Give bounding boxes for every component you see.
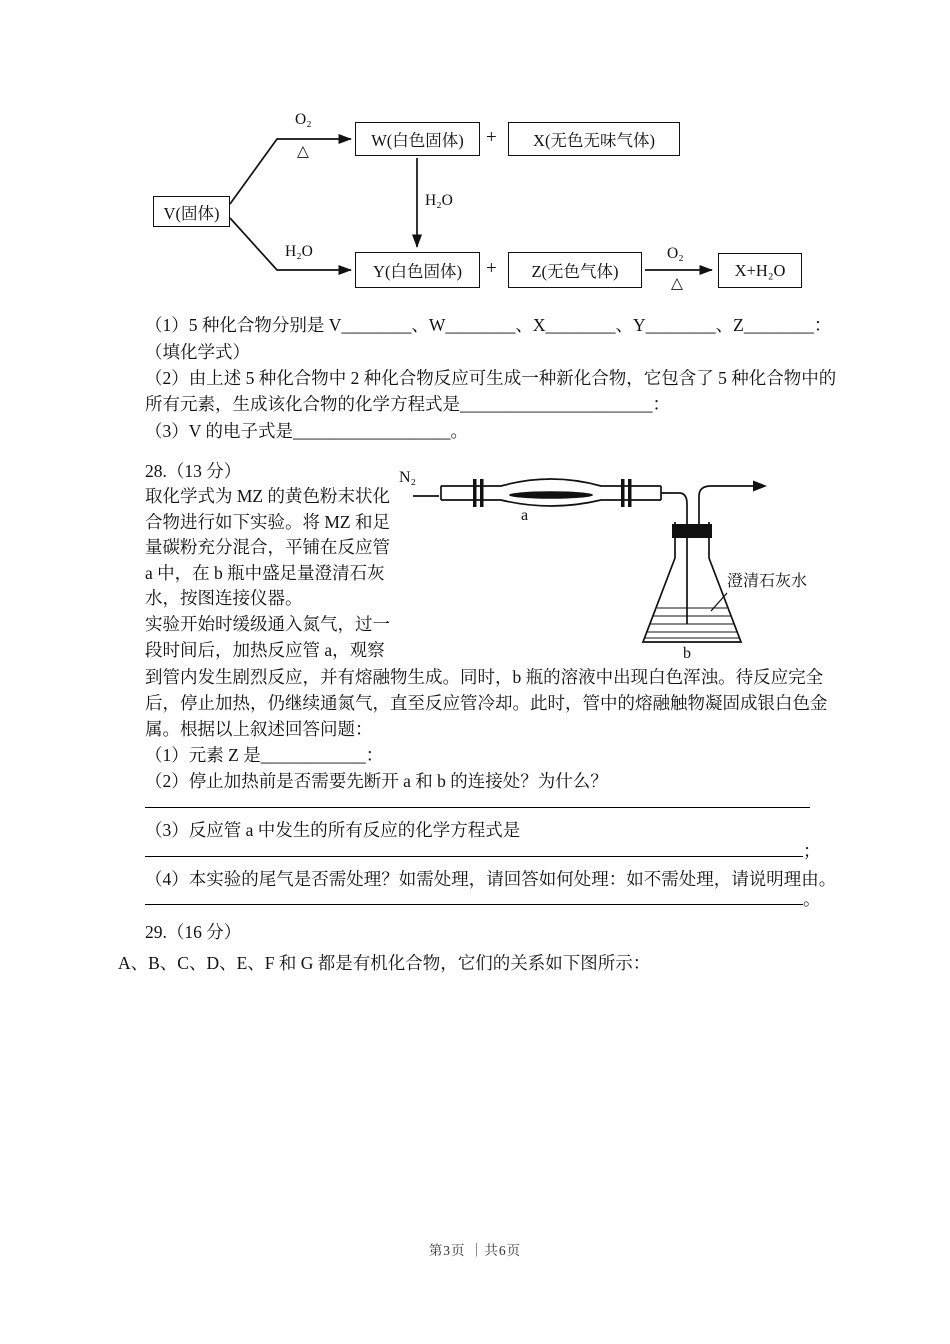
- label-delta-top: △: [297, 143, 309, 160]
- q29-title: 29.（16 分）: [145, 922, 242, 942]
- answer-line-q2: [145, 789, 810, 808]
- q28-left-line: 量碳粉充分混合，平铺在反应管: [145, 537, 390, 558]
- answer-line-q3-tail: ；: [803, 841, 821, 861]
- q28-left-line: a 中，在 b 瓶中盛足量澄清石灰: [145, 562, 385, 583]
- q28-left-line: 水，按图连接仪器。: [145, 588, 303, 609]
- page-footer: 第3页 ｜共6页: [428, 1243, 522, 1258]
- flowchart-box-y: Y(白色固体): [355, 252, 480, 288]
- flowchart-box-z: Z(无色气体): [508, 252, 642, 288]
- label-flask-b: b: [683, 645, 691, 662]
- label-o2-right: O₂: [667, 245, 684, 262]
- flowchart-box-v: V(固体): [153, 196, 230, 227]
- q28-body-line: 属。根据以上叙述回答问题：: [145, 719, 373, 739]
- label-n2: N₂: [399, 469, 417, 486]
- q27-part1-note: （填化学式）: [145, 342, 250, 362]
- q27-part1: （1）5 种化合物分别是 V________、W________、X________、Y________、Z________：: [145, 315, 832, 335]
- q28-left-column: [145, 484, 390, 663]
- q28-sub3: （3）反应管 a 中发生的所有反应的化学方程式是: [145, 820, 521, 840]
- flowchart: [145, 103, 835, 308]
- q27-part3: （3）V 的电子式是__________________。: [145, 421, 468, 441]
- label-tube-a: a: [521, 507, 529, 524]
- flowchart-box-w: W(白色固体): [355, 122, 480, 156]
- q28-title: 28.（13 分）: [145, 461, 242, 481]
- q28-left-line: 取化学式为 MZ 的黄色粉末状化: [145, 486, 390, 506]
- blank-rule: [145, 886, 803, 905]
- q29-intro: A、B、C、D、E、F 和 G 都是有机化合物，它们的关系如下图所示：: [118, 953, 651, 973]
- plus-sign-top: +: [486, 127, 497, 148]
- answer-line-q4: [145, 886, 821, 912]
- q28-left-line: 实验开始时缓级通入氮气，过一: [145, 613, 390, 634]
- label-limewater: 澄清石灰水: [727, 573, 808, 590]
- q28-left-line: 合物进行如下实验。将 MZ 和足: [145, 511, 390, 532]
- q28-sub4: （4）本实验的尾气是否需处理？如需处理，请回答如何处理：如不需处理，请说明理由。: [145, 869, 837, 889]
- q28-left-line: 段时间后，加热反应管 a，观察: [145, 639, 385, 660]
- blank-rule: [145, 789, 810, 808]
- apparatus-diagram: [393, 466, 863, 676]
- plus-sign-bottom: +: [486, 258, 497, 279]
- q28-body-line: 后，停止加热，仍继续通氮气，直至反应管冷却。此时，管中的熔融触物凝固成银白色金: [145, 693, 828, 713]
- apparatus-drawing: [393, 466, 863, 676]
- answer-line-q3: [145, 838, 821, 864]
- blank-rule: [145, 838, 803, 857]
- q28-sub2: （2）停止加热前是否需要先断开 a 和 b 的连接处？为什么？: [145, 771, 608, 791]
- answer-line-q4-tail: 。: [803, 889, 821, 909]
- label-delta-right: △: [671, 275, 683, 292]
- label-h2o-mid: H₂O: [425, 192, 453, 209]
- label-o2-top: O₂: [295, 111, 312, 128]
- q27-part2-line1: （2）由上述 5 种化合物中 2 种化合物反应可生成一种新化合物，它包含了 5 种化合物中的: [145, 368, 837, 388]
- flowchart-box-x: X(无色无味气体): [508, 122, 680, 156]
- q27-part2-line2: 所有元素，生成该化合物的化学方程式是______________________：: [145, 394, 670, 414]
- q28-sub1: （1）元素 Z 是____________：: [145, 745, 384, 765]
- flowchart-box-x-h2o: X+H₂O: [718, 253, 802, 288]
- label-h2o-bottom: H₂O: [285, 243, 313, 260]
- q28-body-line: 到管内发生剧烈反应，并有熔融物生成。同时，b 瓶的溶液中出现白色浑浊。待反应完全: [145, 667, 824, 687]
